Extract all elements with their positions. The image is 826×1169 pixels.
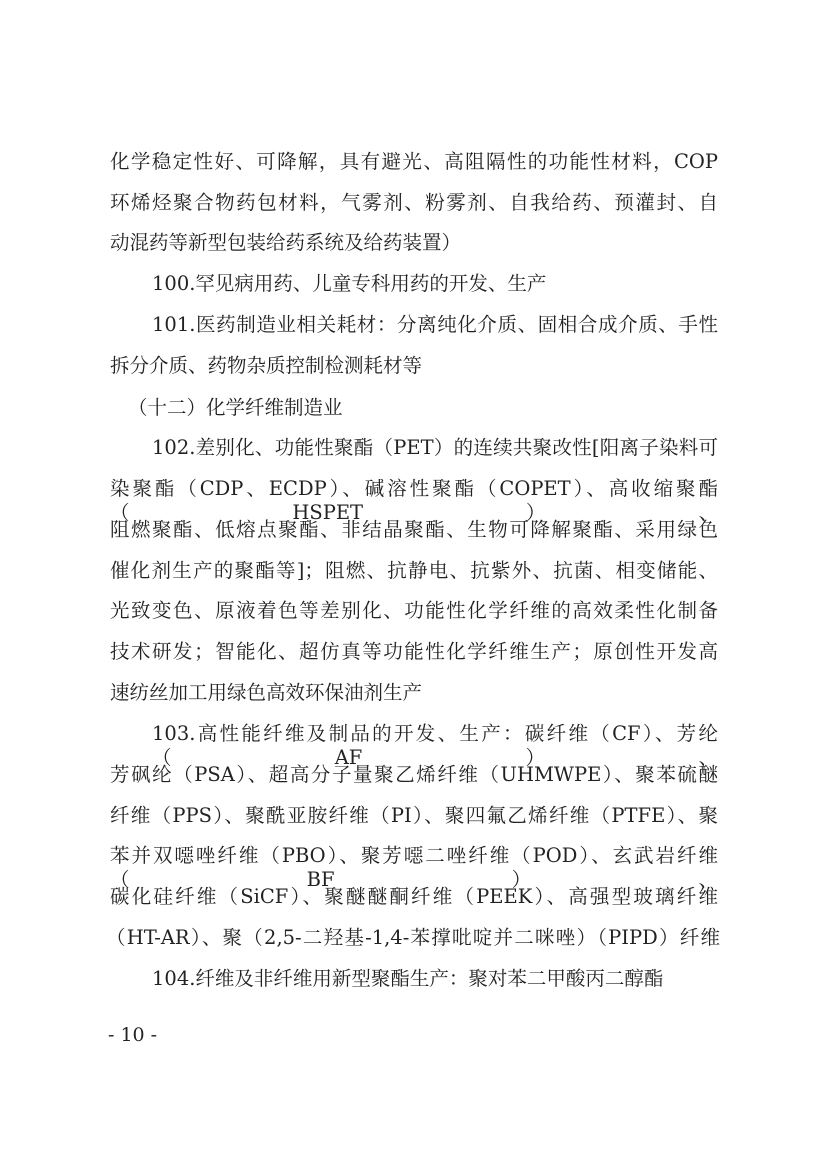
item-100: 100.罕见病用药、儿童专科用药的开发、生产 [152, 272, 547, 295]
item-103: 103.高性能纤维及制品的开发、生产：碳纤维（CF）、芳纶（AF）、 [152, 722, 718, 769]
text-line: 染聚酯（CDP、ECDP）、碱溶性聚酯（COPET）、高收缩聚酯（HSPET）、 [110, 477, 718, 524]
text-line: 阻燃聚酯、低熔点聚酯、非结晶聚酯、生物可降解聚酯、采用绿色 [110, 518, 718, 541]
text-line: 芳砜纶（PSA）、超高分子量聚乙烯纤维（UHMWPE）、聚苯硫醚 [110, 763, 718, 786]
item-101: 101.医药制造业相关耗材：分离纯化介质、固相合成介质、手性 [152, 313, 718, 336]
text-line: 碳化硅纤维（SiCF）、聚醚醚酮纤维（PEEK）、高强型玻璃纤维 [110, 885, 718, 908]
text-line: 动混药等新型包装给药系统及给药装置） [110, 231, 462, 254]
page-number: - 10 - [108, 1024, 158, 1046]
text-line: 速纺丝加工用绿色高效环保油剂生产 [110, 681, 423, 704]
text-line: 纤维（PPS）、聚酰亚胺纤维（PI）、聚四氟乙烯纤维（PTFE）、聚 [110, 804, 718, 827]
item-102: 102.差别化、功能性聚酯（PET）的连续共聚改性[阳离子染料可 [152, 436, 718, 459]
text-line: 化学稳定性好、可降解，具有避光、高阻隔性的功能性材料，COP [110, 150, 718, 173]
text-line: 环烯烃聚合物药包材料，气雾剂、粉雾剂、自我给药、预灌封、自 [110, 191, 718, 214]
text-line: 苯并双噁唑纤维（PBO）、聚芳噁二唑纤维（POD）、玄武岩纤维（BF）、 [110, 844, 718, 891]
text-line: 技术研发；智能化、超仿真等功能性化学纤维生产；原创性开发高 [110, 640, 718, 663]
text-line: 光致变色、原液着色等差别化、功能性化学纤维的高效柔性化制备 [110, 599, 718, 622]
text-line: 拆分介质、药物杂质控制检测耗材等 [110, 354, 423, 377]
text-line: 催化剂生产的聚酯等]；阻燃、抗静电、抗紫外、抗菌、相变储能、 [110, 559, 718, 582]
item-104: 104.纤维及非纤维用新型聚酯生产：聚对苯二甲酸丙二醇酯 [152, 967, 664, 990]
text-line: （HT-AR）、聚（2,5-二羟基-1,4-苯撑吡啶并二咪唑）（PIPD）纤维 [106, 926, 720, 949]
section-heading: （十二）化学纤维制造业 [128, 396, 343, 419]
